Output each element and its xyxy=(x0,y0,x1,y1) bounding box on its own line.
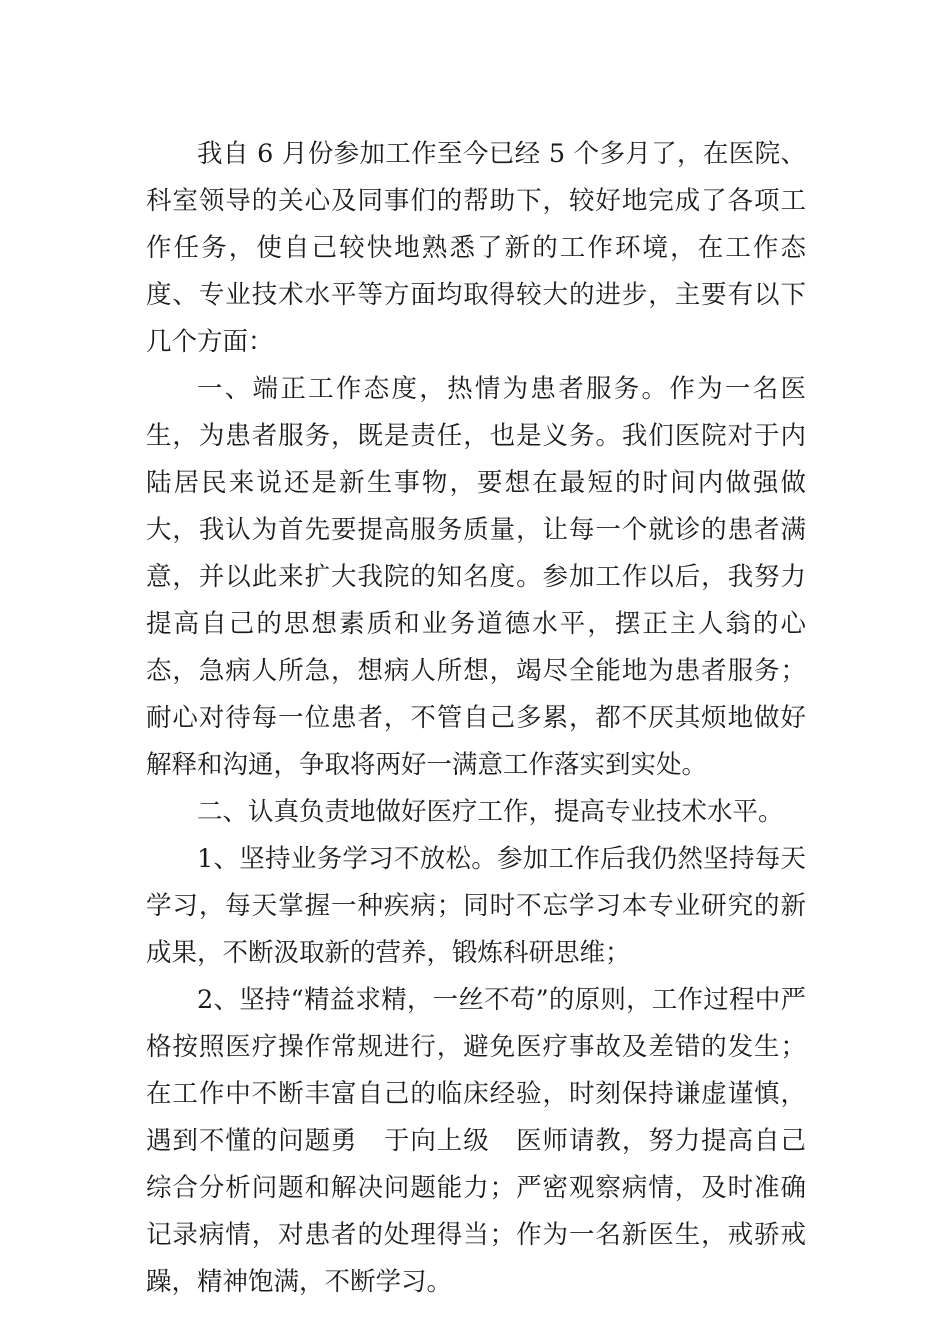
paragraph-point-2: 2、坚持“精益求精，一丝不苟”的原则，工作过程中严格按照医疗操作常规进行，避免医疗事故及差错的发生；在工作中不断丰富自己的临床经验，时刻保持谦虚谨慎，遇到不懂的问题勇 于向上级 医师请教，努力提高自己综合分析问题和解决问题能力；严密观察病情，及时准确记录病情，对患者的处理得当；作为一名新医生，戒骄戒躁，精神饱满，不断学习。 xyxy=(146,985,806,1297)
paragraph-point-1: 1、坚持业务学习不放松。参加工作后我仍然坚持每天学习，每天掌握一种疾病；同时不忘学习本专业研究的新成果，不断汲取新的营养，锻炼科研思维； xyxy=(146,844,806,968)
paragraph-section-two: 二、认真负责地做好医疗工作，提高专业技术水平。 xyxy=(197,797,784,827)
paragraph-section-one: 一、端正工作态度，热情为患者服务。作为一名医生，为患者服务，既是责任，也是义务。我们医院对于内陆居民来说还是新生事物，要想在最短的时间内做强做大，我认为首先要提高服务质量，让每一个就诊的患者满意，并以此来扩大我院的知名度。参加工作以后，我努力提高自己的思想素质和业务道德水平，摆正主人翁的心态，急病人所急，想病人所想，竭尽全能地为患者服务；耐心对待每一位患者，不管自己多累，都不厌其烦地做好解释和沟通，争取将两好一满意工作落实到实处。 xyxy=(146,374,806,780)
document-body xyxy=(146,131,806,1306)
paragraph-intro: 我自 6 月份参加工作至今已经 5 个多月了，在医院、科室领导的关心及同事们的帮助下，较好地完成了各项工作任务，使自己较快地熟悉了新的工作环境，在工作态度、专业技术水平等方面均取得较大的进步，主要有以下几个方面： xyxy=(146,139,806,357)
